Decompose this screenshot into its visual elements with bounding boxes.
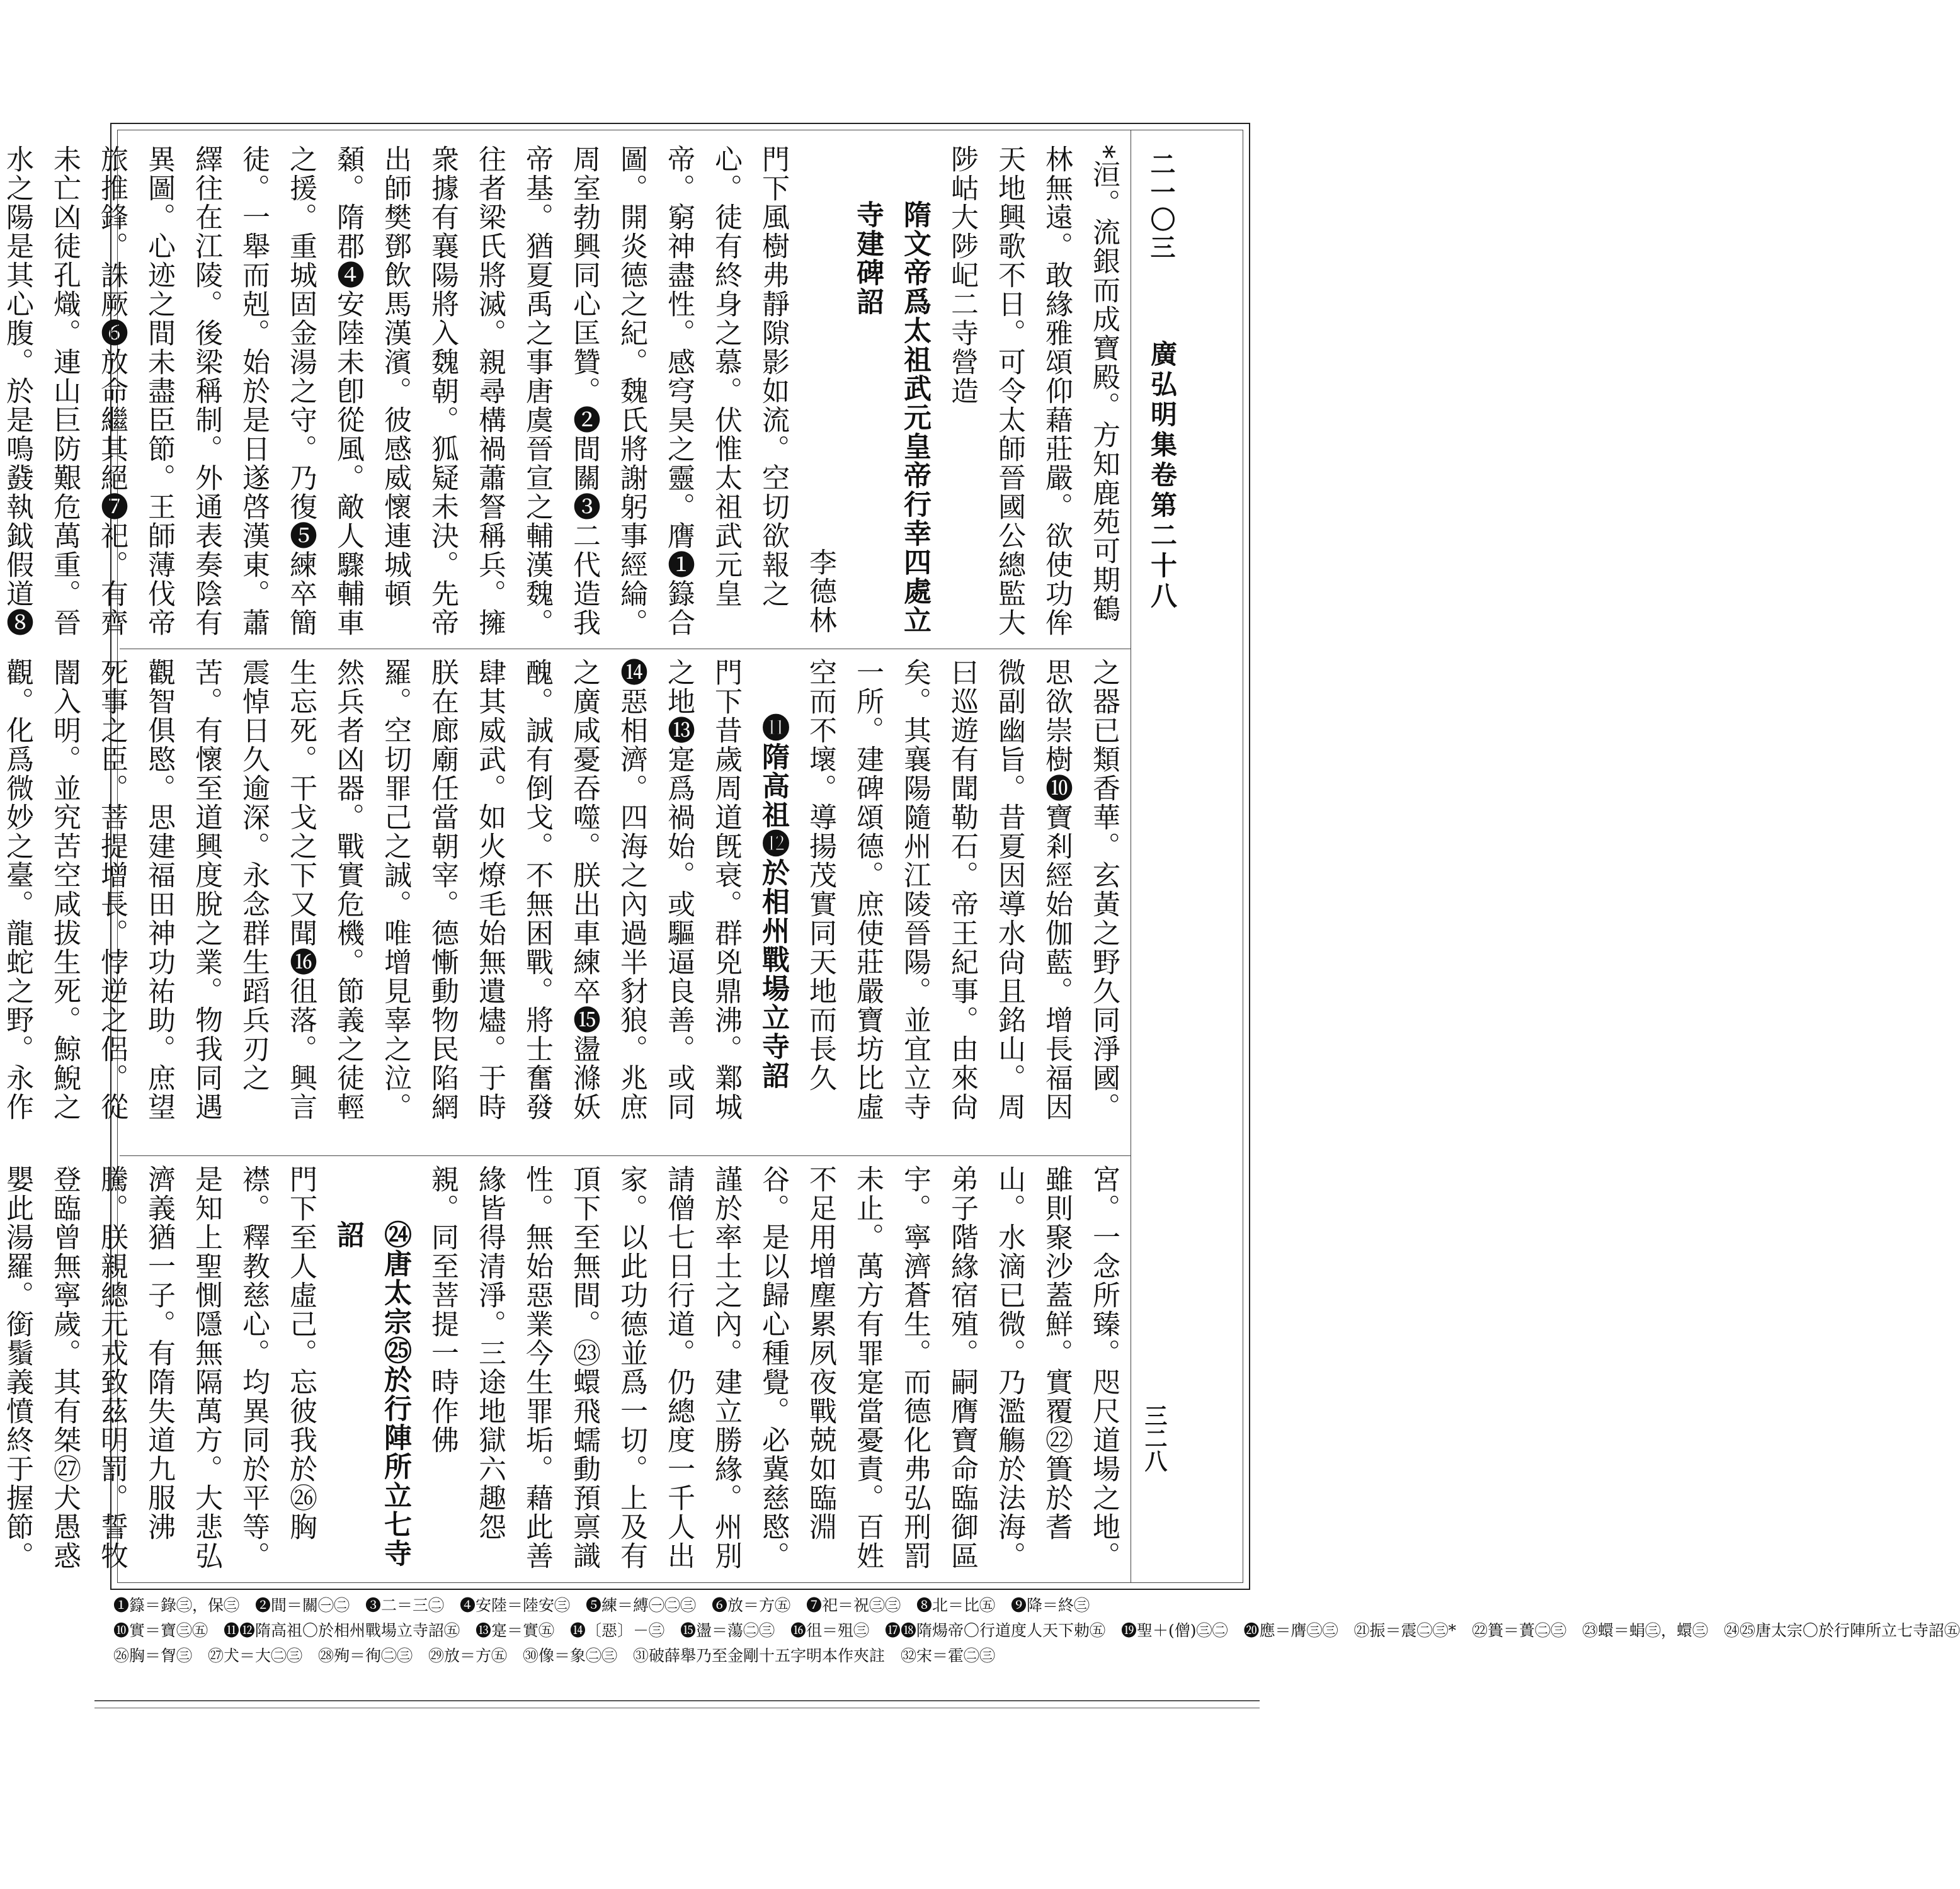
middle-register (1, 658, 1127, 1149)
section-title: ⓫隋高祖⓬於相州戰場立寺詔 (757, 713, 789, 1090)
text-paragraph: 之器已類香華。玄黃之野久同淨國。思欲崇樹❿寶剎經始伽藍。增長福因微副幽旨。昔夏因導水尙且銘山。周曰巡遊有聞勒石。帝王紀事。由來尙矣。其襄陽隨州江陵晉陽。並宜立寺一所。建碑頌德。庶使莊嚴寶坊比虛空而不壞。導揚茂實同天地而長久 (804, 658, 1120, 1121)
page-number: 二一〇三 (1146, 151, 1176, 262)
section-title: 隋文帝爲太祖武元皇帝行幸四處立寺建碑詔 (852, 200, 931, 635)
text-paragraph: *洹。流銀而成寶殿。方知鹿苑可期鶴林無遠。敢緣雅頌仰藉莊嚴。欲使功侔天地興歌不日。可令太師晉國公總監大陟岵大陟屺二寺營造 (946, 145, 1120, 637)
footer-rule (94, 1700, 1260, 1701)
author-name: 李德林 (804, 548, 836, 635)
note-line: ❿實＝寶㊂㊄ ⓫⓬隋高祖〇於相州戰場立寺詔㊄ ⓭寔＝實㊄ ⓮〔惡〕－㊂ ⓯盪＝蕩㊁㊂ ⓰徂＝殂㊂ ⓱⓲隋煬帝〇行道度人天下勅㊄ ⓳聖＋(僧)㊂㊁ ⓴應＝膺㊂㊂ ㉑振＝震㊁㊂* ㉒簣＝蕢㊁㊂ ㉓蠉＝蜎㊂，蠉㊂ ㉔㉕唐太宗〇於行陣所立七寺詔㊄ (113, 1621, 1960, 1640)
note-line: ❶籙＝錄㊂，保㊂ ❷間＝關㊀㊁ ❸二＝三㊁ ❹安陸＝陸安㊂ ❺練＝縛㊀㊁㊂ ❻放＝方㊄ ❼祀＝祝㊂㊂ ❽北＝比㊄ ❾降＝終㊂ (113, 1596, 1090, 1614)
text-paragraph: 宮。一念所臻。咫尺道場之地。雖則聚沙蓋鮮。實覆㉒簣於耆山。水滴已微。乃濫觴於法海。弟子階緣宿殖。嗣膺寶命臨御區宇。寧濟蒼生。而德化弗弘刑罰未止。萬方有罪寔當憂責。百姓不足用增塵累夙夜戰兢如臨淵谷。是以歸心種覺。必冀慈愍。謹於率土之內。建立勝緣。州別請僧七日行道。仍總度一千人出家。以此功德並爲一切。上及有頂下至無間。㉓蠉飛蠕動預禀識性。無始惡業今生罪垢。藉此善緣皆得清淨。三途地獄六趣怨親。同至菩提一時作佛 (426, 1165, 1120, 1570)
side-folio: 三二八 (1141, 1404, 1168, 1472)
text-paragraph: 門下昔歲周道旣衰。群兇鼎沸。鄴城之地⓭寔爲禍始。或驅逼良善。或同⓮惡相濟。四海之內過半豺狼。兆庶之廣咸憂吞噬。朕出車練卒⓯盪滌妖醜。誠有倒戈。不無困戰。將士奮發肆其威武。如火燎毛始無遺燼。于時朕在廊廟任當朝宰。德慚動物民陷網羅。空切罪己之誠。唯增見辜之泣。然兵者凶器。戰實危機。節義之徒輕生忘死。干戈之下又聞⓰徂落。興言震悼日久逾深。永念群生蹈兵刃之苦。有懷至道興度脫之業。物我同遇觀智俱愍。思建福田神功祐助。庶望死事之臣。菩提增長。悖逆之侶。從闇入明。並究苦空咸拔生死。鯨鯢之觀。化爲微妙之臺。龍蛇之野。永作 (1, 658, 742, 1121)
bottom-register (1, 1165, 1127, 1584)
collation-notes (113, 1593, 1960, 1669)
note-line: ㉖胸＝胷㊂ ㉗犬＝大㊁㊂ ㉘殉＝徇㊁㊂ ㉙放＝方㊄ ㉚像＝象㊁㊂ ㉛破薛舉乃至金剛十五字明本作夾註 ㉜宋＝霍㊁㊂ (113, 1647, 996, 1665)
running-title: 廣弘明集卷第二十八 (1147, 340, 1178, 612)
section-title: ㉔唐太宗㉕於行陣所立七寺詔 (332, 1220, 411, 1568)
register-divider (120, 1155, 1131, 1156)
text-paragraph: 門下至人虛己。忘彼我於㉖胸襟。釋教慈心。均異同於平等。是知上聖惻隱無隔萬方。大悲弘濟義猶一子。有隋失道九服沸騰。朕親總元戎致茲明罰。誓牧登臨曾無寧歲。其有桀㉗犬愚惑嬰此湯羅。銜鬚義憤終于握節。 (1, 1165, 317, 1570)
text-paragraph: 門下風樹弗靜隙影如流。空切欲報之心。徒有終身之慕。伏惟太祖武元皇帝。窮神盡性。感穹昊之靈。膺❶籙合圖。開炎德之紀。魏氏將謝躬事經綸。周室勃興同心匡贊。❷間關❸二代造我帝基。猶夏禹之事唐虞晉宣之輔漢魏。往者梁氏將滅。親尋構禍蕭詧稱兵。擁衆據有襄陽將入魏朝。狐疑未決。先帝出師樊鄧飲馬漢濱。彼感威懷連城頓顙。隋郡❹安陸未卽從風。敵人驟輔車之援。重城固金湯之守。乃復❺練卒簡徒。一舉而剋。始於是日遂啓漢東。蕭繹往在江陵。後梁稱制。外通表奏陰有異圖。心迹之間未盡臣節。王師薄伐帝旅推鋒。誅厥❻放命繼其絕❼祀。有齊未亡凶徒孔熾。連山巨防艱危萬重。晉水之陽是其心腹。於是鳴鼗執鉞假道❽ (1, 145, 789, 637)
top-register (1, 145, 1127, 642)
